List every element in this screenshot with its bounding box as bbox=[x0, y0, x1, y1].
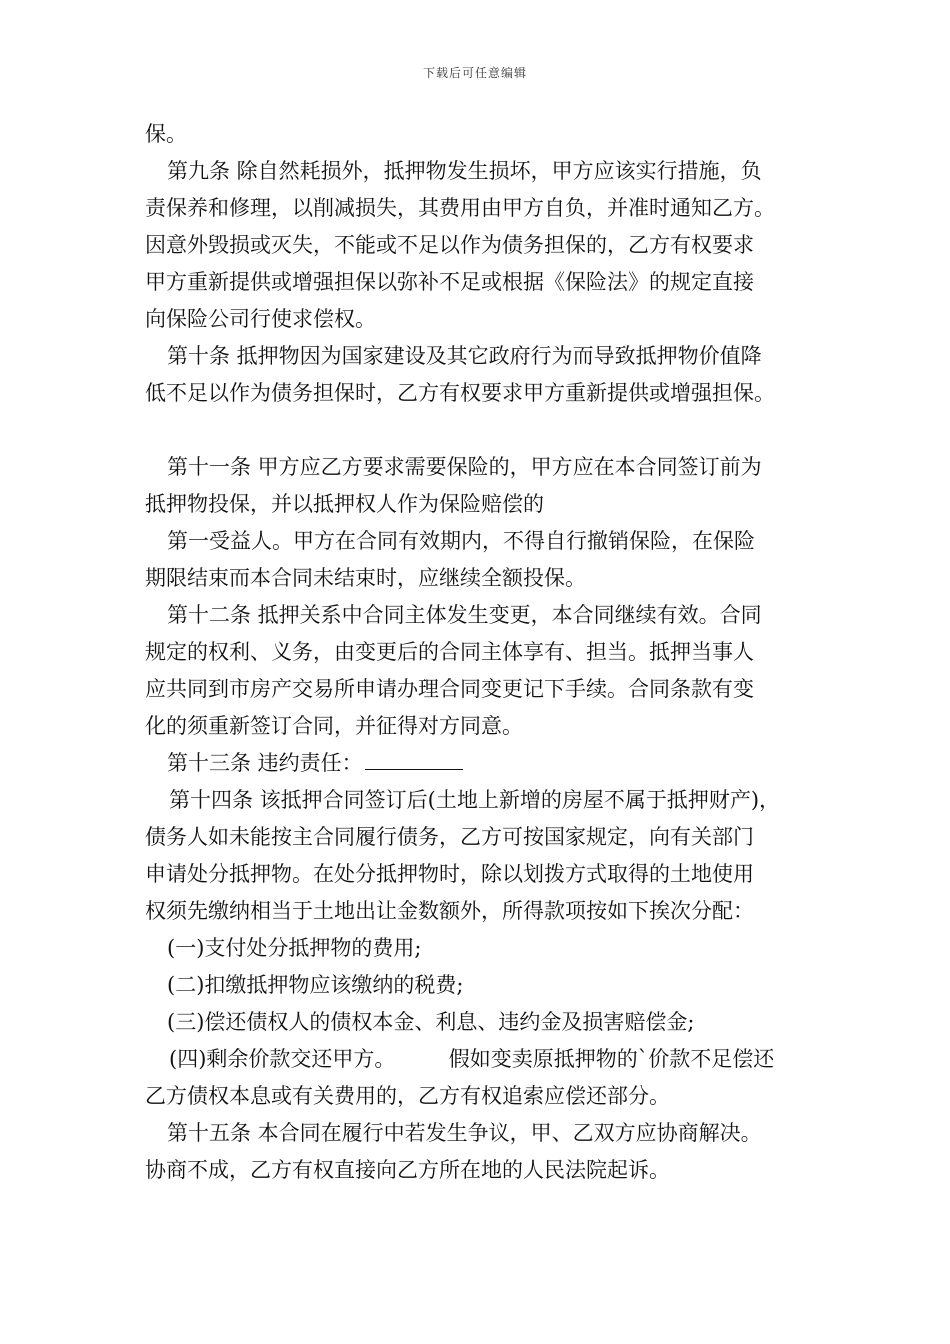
text-line: 第一受益人。甲方在合同有效期内，不得自行撤销保险，在保险 bbox=[167, 529, 755, 553]
article-13-line bbox=[145, 745, 825, 782]
article-15-line: 第十五条 本合同在履行中若发生争议，甲、乙双方应协商解决。 bbox=[167, 1121, 762, 1145]
text-line: 申请处分抵押物。在处分抵押物时，除以划拨方式取得的土地使用 bbox=[145, 862, 754, 886]
text-line: 债务人如未能按主合同履行债务，乙方可按国家规定，向有关部门 bbox=[145, 825, 754, 849]
document-body bbox=[145, 116, 825, 1189]
article-14-line: 第十四条 该抵押合同签订后(土地上新增的房屋不属于抵押财产)， bbox=[169, 788, 781, 812]
text-line: 协商不成，乙方有权直接向乙方所在地的人民法院起诉。 bbox=[145, 1158, 670, 1182]
list-item: (四)剩余价款交还甲方。 假如变卖原抵押物的`价款不足偿还 bbox=[169, 1047, 775, 1071]
paragraph-gap bbox=[145, 412, 825, 449]
fill-in-blank bbox=[365, 747, 463, 770]
article-13-label: 第十三条 违约责任： bbox=[167, 751, 363, 775]
text-line: 化的须重新签订合同，并征得对方同意。 bbox=[145, 714, 523, 738]
text-line: 规定的权利、义务，由变更后的合同主体享有、担当。抵押当事人 bbox=[145, 640, 754, 664]
list-item: (三)偿还债权人的债权本金、利息、违约金及损害赔偿金; bbox=[167, 1010, 695, 1034]
text-line: 低不足以作为债务担保时，乙方有权要求甲方重新提供或增强担保。 bbox=[145, 381, 775, 405]
text-line: 应共同到市房产交易所申请办理合同变更记下手续。合同条款有变 bbox=[145, 677, 754, 701]
text-line: 期限结束而本合同未结束时，应继续全额投保。 bbox=[145, 566, 586, 590]
article-12-line: 第十二条 抵押关系中合同主体发生变更，本合同继续有效。合同 bbox=[167, 603, 762, 627]
article-10-line: 第十条 抵押物因为国家建设及其它政府行为而导致抵押物价值降 bbox=[167, 344, 762, 368]
page-header-note: 下载后可任意编辑 bbox=[422, 66, 527, 80]
article-9-line: 第九条 除自然耗损外，抵押物发生损坏，甲方应该实行措施，负 bbox=[167, 159, 762, 183]
text-line: 抵押物投保，并以抵押权人作为保险赔偿的 bbox=[145, 492, 544, 516]
text-line: 乙方债权本息或有关费用的，乙方有权追索应偿还部分。 bbox=[145, 1084, 670, 1108]
text-line: 甲方重新提供或增强担保以弥补不足或根据《保险法》的规定直接 bbox=[145, 270, 754, 294]
text-line: 权须先缴纳相当于土地出让金数额外，所得款项按如下挨次分配： bbox=[145, 899, 754, 923]
text-line: 因意外毁损或灭失，不能或不足以作为债务担保的，乙方有权要求 bbox=[145, 233, 754, 257]
text-line: 向保险公司行使求偿权。 bbox=[145, 307, 376, 331]
article-11-line: 第十一条 甲方应乙方要求需要保险的，甲方应在本合同签订前为 bbox=[167, 455, 762, 479]
text-line: 责保养和修理，以削减损失，其费用由甲方自负，并准时通知乙方。 bbox=[145, 196, 775, 220]
list-item: (一)支付处分抵押物的费用; bbox=[167, 936, 422, 960]
list-item: (二)扣缴抵押物应该缴纳的税费; bbox=[167, 973, 464, 997]
text-line: 保。 bbox=[145, 122, 187, 146]
